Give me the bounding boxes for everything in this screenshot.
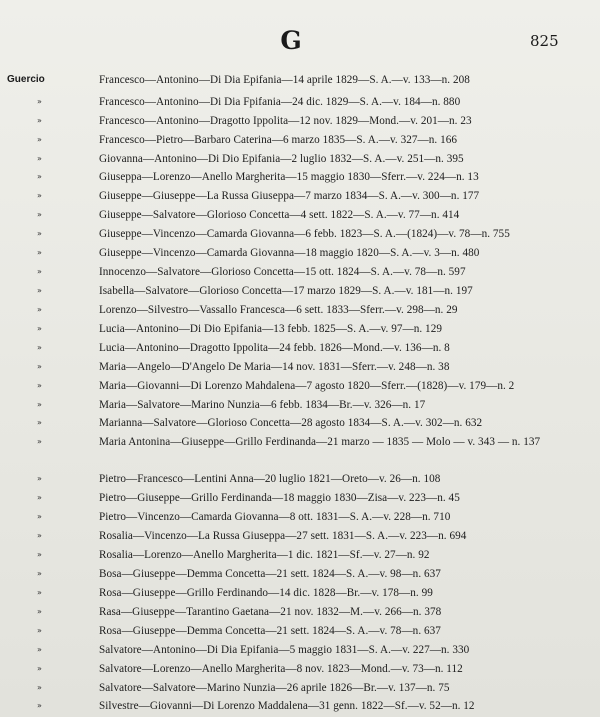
entry-text: Rosalia—Lorenzo—Anello Margherita—1 dic. 1821—Sf.—v. 27—n. 92 — [99, 549, 430, 561]
entry-text: Giuseppe—Vincenzo—Camarda Giovanna—6 febb. 1823—S. A.—(1824)—v. 78—n. 755 — [99, 228, 510, 240]
ditto-mark: » — [37, 343, 42, 352]
entry-text: Giuseppe—Vincenzo—Camarda Giovanna—18 maggio 1820—S. A.—v. 3—n. 480 — [99, 247, 480, 259]
entry-text: Maria—Salvatore—Marino Nunzia—6 febb. 1834—Br.—v. 326—n. 17 — [99, 399, 426, 411]
entry-text: Pietro—Francesco—Lentini Anna—20 luglio 1821—Oreto—v. 26—n. 108 — [99, 473, 441, 485]
ditto-mark: » — [37, 97, 42, 106]
entry-text: Giovanna—Antonino—Di Dio Epifania—2 luglio 1832—S. A.—v. 251—n. 395 — [99, 153, 464, 165]
entry-text: Salvatore—Antonino—Di Dia Epifania—5 maggio 1831—S. A.—v. 227—n. 330 — [99, 644, 470, 656]
section-letter: G — [280, 26, 302, 55]
entry-text: Innocenzo—Salvatore—Glorioso Concetta—15 ott. 1824—S. A.—v. 78—n. 597 — [99, 266, 466, 278]
ditto-mark: » — [37, 191, 42, 200]
entry-text: Bosa—Giuseppe—Demma Concetta—21 sett. 1824—S. A.—v. 98—n. 637 — [99, 568, 441, 580]
ditto-mark: » — [37, 569, 42, 578]
entry-text: Pietro—Giuseppe—Grillo Ferdinanda—18 maggio 1830—Zisa—v. 223—n. 45 — [99, 492, 460, 504]
entry-text: Salvatore—Lorenzo—Anello Margherita—8 nov. 1823—Mond.—v. 73—n. 112 — [99, 663, 463, 675]
entry-text: Lucia—Antonino—Di Dio Epifania—13 febb. 1825—S. A.—v. 97—n. 129 — [99, 323, 442, 335]
entry-text: Rosalia—Vincenzo—La Russa Giuseppa—27 sett. 1831—S. A.—v. 223—n. 694 — [99, 530, 467, 542]
entry-text: Lorenzo—Silvestro—Vassallo Francesca—6 sett. 1833—Sferr.—v. 298—n. 29 — [99, 304, 458, 316]
ditto-mark: » — [37, 305, 42, 314]
entry-text: Silvestre—Giovanni—Di Lorenzo Maddalena—31 genn. 1822—Sf.—v. 52—n. 12 — [99, 700, 475, 712]
ditto-mark: » — [37, 437, 42, 446]
surname-heading: Guercio — [7, 74, 45, 85]
ditto-mark: » — [37, 531, 42, 540]
entry-text: Rasa—Giuseppe—Tarantino Gaetana—21 nov. 1832—M.—v. 266—n. 378 — [99, 606, 442, 618]
ditto-mark: » — [37, 626, 42, 635]
entry-text: Giuseppe—Salvatore—Glorioso Concetta—4 sett. 1822—S. A.—v. 77—n. 414 — [99, 209, 460, 221]
entry-text: Francesco—Antonino—Di Dia Epifania—14 aprile 1829—S. A.—v. 133—n. 208 — [99, 74, 470, 86]
ditto-mark: » — [37, 550, 42, 559]
ditto-mark: » — [37, 362, 42, 371]
entry-text: Giuseppa—Lorenzo—Anello Margherita—15 maggio 1830—Sferr.—v. 224—n. 13 — [99, 171, 479, 183]
ditto-mark: » — [37, 588, 42, 597]
entry-text: Maria—Giovanni—Di Lorenzo Mahdalena—7 agosto 1820—Sferr.—(1828)—v. 179—n. 2 — [99, 380, 515, 392]
entry-text: Maria—Angelo—D'Angelo De Maria—14 nov. 1831—Sferr.—v. 248—n. 38 — [99, 361, 450, 373]
entry-text: Rosa—Giuseppe—Demma Concetta—21 sett. 1824—S. A.—v. 78—n. 637 — [99, 625, 441, 637]
ditto-mark: » — [37, 418, 42, 427]
ditto-mark: » — [37, 248, 42, 257]
entry-text: Marianna—Salvatore—Glorioso Concetta—28 agosto 1834—S. A.—v. 302—n. 632 — [99, 417, 483, 429]
ditto-mark: » — [37, 210, 42, 219]
entry-text: Giuseppe—Giuseppe—La Russa Giuseppa—7 marzo 1834—S. A.—v. 300—n. 177 — [99, 190, 480, 202]
ditto-mark: » — [37, 154, 42, 163]
ditto-mark: » — [37, 400, 42, 409]
ditto-mark: » — [37, 645, 42, 654]
ditto-mark: » — [37, 474, 42, 483]
entry-text: Francesco—Antonino—Di Dia Fpifania—24 dic. 1829—S. A.—v. 184—n. 880 — [99, 96, 461, 108]
ditto-mark: » — [37, 607, 42, 616]
entry-text: Lucia—Antonino—Dragotto Ippolita—24 febb. 1826—Mond.—v. 136—n. 8 — [99, 342, 450, 354]
entry-text: Rosa—Giuseppe—Grillo Ferdinando—14 dic. 1828—Br.—v. 178—n. 99 — [99, 587, 433, 599]
ditto-mark: » — [37, 324, 42, 333]
ditto-mark: » — [37, 701, 42, 710]
entry-text: Pietro—Vincenzo—Camarda Giovanna—8 ott. 1831—S. A.—v. 228—n. 710 — [99, 511, 451, 523]
ditto-mark: » — [37, 229, 42, 238]
ditto-mark: » — [37, 683, 42, 692]
page-number: 825 — [530, 32, 559, 50]
entry-text: Maria Antonina—Giuseppe—Grillo Ferdinanda—21 marzo — 1835 — Molo — v. 343 — n. 137 — [99, 436, 541, 448]
entry-text: Salvatore—Salvatore—Marino Nunzia—26 aprile 1826—Br.—v. 137—n. 75 — [99, 682, 450, 694]
ditto-mark: » — [37, 512, 42, 521]
ditto-mark: » — [37, 116, 42, 125]
ditto-mark: » — [37, 381, 42, 390]
entry-text: Francesco—Antonino—Dragotto Ippolita—12 nov. 1829—Mond.—v. 201—n. 23 — [99, 115, 472, 127]
ditto-mark: » — [37, 172, 42, 181]
ditto-mark: » — [37, 135, 42, 144]
ditto-mark: » — [37, 267, 42, 276]
ditto-mark: » — [37, 286, 42, 295]
entry-text: Francesco—Pietro—Barbaro Caterina—6 marzo 1835—S. A.—v. 327—n. 166 — [99, 134, 458, 146]
ditto-mark: » — [37, 664, 42, 673]
ditto-mark: » — [37, 493, 42, 502]
entry-text: Isabella—Salvatore—Glorioso Concetta—17 marzo 1829—S. A.—v. 181—n. 197 — [99, 285, 473, 297]
